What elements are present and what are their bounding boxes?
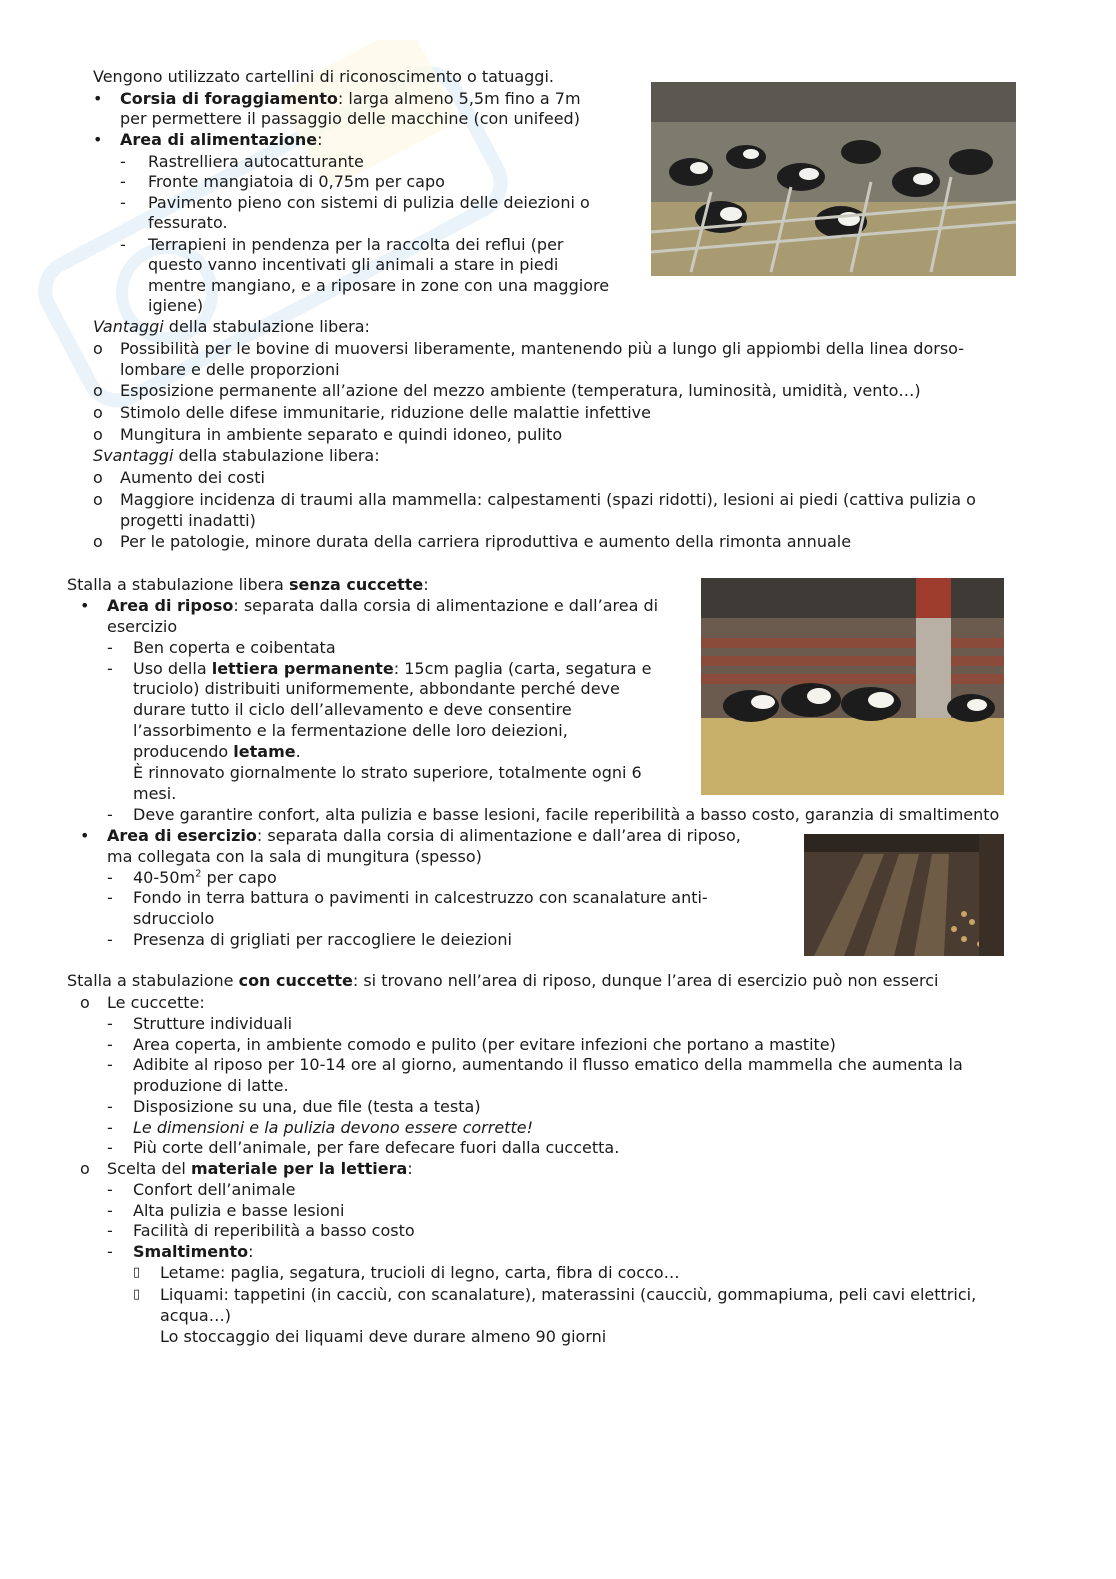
advantages-title: Vantaggi bbox=[93, 317, 164, 336]
dash-marker: - bbox=[107, 1138, 113, 1157]
dash-marker: - bbox=[107, 1201, 113, 1220]
dash-marker: - bbox=[107, 1118, 113, 1137]
dash-marker: - bbox=[107, 805, 113, 824]
dash-marker: - bbox=[107, 1097, 113, 1116]
circle-marker: o bbox=[93, 403, 103, 422]
circle-marker: o bbox=[93, 532, 103, 551]
feeding-area-title: Area di alimentazione bbox=[120, 130, 318, 149]
corridor-text-cont: per permettere il passaggio delle macchine (con unifeed) bbox=[120, 109, 580, 128]
dash-marker: - bbox=[107, 1180, 113, 1199]
disadvantages-title: Svantaggi bbox=[93, 446, 174, 465]
list-item-cont: igiene) bbox=[148, 296, 204, 315]
advantages-heading: Vantaggi della stabulazione libera: bbox=[93, 317, 370, 336]
dash-marker: - bbox=[107, 930, 113, 949]
list-item: Area coperta, in ambiente comodo e pulito (per evitare infezioni che portano a mastite) bbox=[133, 1035, 836, 1054]
circle-marker: o bbox=[80, 1159, 90, 1178]
list-item: Pavimento pieno con sistemi di pulizia delle deiezioni o bbox=[148, 193, 590, 212]
list-item: Per le patologie, minore durata della carriera riproduttiva e aumento della rimonta annuale bbox=[120, 532, 852, 551]
dash-marker: - bbox=[107, 1055, 113, 1074]
bedding-material-heading: Scelta del materiale per la lettiera: bbox=[107, 1159, 413, 1178]
disadvantages-heading: Svantaggi della stabulazione libera: bbox=[93, 446, 380, 465]
exercise-area-item: Area di esercizio: separata dalla corsia di alimentazione e dall’area di riposo, bbox=[107, 826, 741, 845]
list-item: Disposizione su una, due file (testa a testa) bbox=[133, 1097, 481, 1116]
list-item-cont: mesi. bbox=[133, 784, 177, 803]
rest-area-item: Area di riposo: separata dalla corsia di alimentazione e dall’area di bbox=[107, 596, 659, 615]
list-item: Confort dell’animale bbox=[133, 1180, 296, 1199]
dash-marker: - bbox=[107, 659, 113, 678]
list-item-cont: sdrucciolo bbox=[133, 909, 215, 928]
bullet-marker: • bbox=[93, 130, 103, 149]
list-item: Mungitura in ambiente separato e quindi idoneo, pulito bbox=[120, 425, 563, 444]
dash-marker: - bbox=[107, 1035, 113, 1054]
list-item: Esposizione permanente all’azione del mezzo ambiente (temperatura, luminosità, umidità, vento…) bbox=[120, 381, 921, 400]
circle-marker: o bbox=[80, 993, 90, 1012]
list-item: Deve garantire confort, alta pulizia e basse lesioni, facile reperibilità a basso costo, garanzia di smaltimento bbox=[133, 805, 1000, 824]
list-item: Terrapieni in pendenza per la raccolta dei reflui (per bbox=[148, 235, 564, 254]
list-item-cont: È rinnovato giornalmente lo strato superiore, totalmente ogni 6 bbox=[133, 763, 642, 782]
list-item-cont: truciolo) distribuiti uniformemente, abbondante perché deve bbox=[133, 679, 620, 698]
list-item-cont: lombare e delle proporzioni bbox=[120, 360, 340, 379]
list-item-cont: esercizio bbox=[107, 617, 178, 636]
list-item-cont: mentre mangiano, e a riposare in zone con una maggiore bbox=[148, 276, 610, 295]
dash-marker: - bbox=[107, 1221, 113, 1240]
list-item-cont: Lo stoccaggio dei liquami deve durare almeno 90 giorni bbox=[160, 1327, 607, 1346]
list-item: Adibite al riposo per 10-14 ore al giorno, aumentando il flusso ematico della mammella che aumenta la bbox=[133, 1055, 963, 1074]
list-item: Letame: paglia, segatura, trucioli di legno, carta, fibra di cocco… bbox=[160, 1263, 680, 1282]
list-item-cont: ma collegata con la sala di mungitura (spesso) bbox=[107, 847, 482, 866]
dash-marker: - bbox=[120, 235, 126, 254]
list-item: Presenza di grigliati per raccogliere le deiezioni bbox=[133, 930, 512, 949]
dash-marker: - bbox=[107, 638, 113, 657]
list-item: Ben coperta e coibentata bbox=[133, 638, 336, 657]
dash-marker: - bbox=[107, 1242, 113, 1261]
list-item-cont: progetti inadatti) bbox=[120, 511, 256, 530]
list-item: Maggiore incidenza di traumi alla mammella: calpestamenti (spazi ridotti), lesioni ai piedi (cattiva pulizia o bbox=[120, 490, 976, 509]
cubicles-subtitle: Le cuccette: bbox=[107, 993, 205, 1012]
feeding-area-item: Area di alimentazione: bbox=[120, 130, 323, 149]
list-item: Possibilità per le bovine di muoversi liberamente, mantenendo più a lungo gli appiombi della linea dorso- bbox=[120, 339, 965, 358]
bullet-marker: • bbox=[80, 596, 90, 615]
barn-feeding-photo bbox=[651, 82, 1016, 276]
no-cubicles-heading: Stalla a stabulazione libera senza cuccette: bbox=[67, 575, 429, 594]
dash-marker: - bbox=[107, 888, 113, 907]
list-item-cont: durare tutto il ciclo dell’allevamento e deve consentire bbox=[133, 700, 572, 719]
list-item: Liquami: tappetini (in cacciù, con scanalature), materassini (caucciù, gommapiuma, peli cavi elettrici, bbox=[160, 1285, 977, 1304]
list-item: Rastrelliera autocatturante bbox=[148, 152, 364, 171]
list-item: Alta pulizia e basse lesioni bbox=[133, 1201, 345, 1220]
square-marker: ▯ bbox=[133, 1287, 141, 1302]
list-item-cont: acqua…) bbox=[160, 1306, 231, 1325]
square-marker: ▯ bbox=[133, 1265, 141, 1280]
list-item-cont: producendo letame. bbox=[133, 742, 301, 761]
resting-cows-photo bbox=[701, 578, 1004, 795]
intro-text: Vengono utilizzato cartellini di riconoscimento o tatuaggi. bbox=[93, 67, 554, 86]
grooved-floor-photo bbox=[804, 834, 1004, 956]
list-item: $40-50m^2$ per capo bbox=[133, 868, 277, 887]
list-item: Facilità di reperibilità a basso costo bbox=[133, 1221, 415, 1240]
rest-area-title: Area di riposo bbox=[107, 596, 234, 615]
list-item: Fronte mangiatoia di 0,75m per capo bbox=[148, 172, 445, 191]
bullet-marker: • bbox=[93, 89, 103, 108]
list-item: Smaltimento: bbox=[133, 1242, 254, 1261]
corridor-text: : larga almeno 5,5m fino a 7m bbox=[337, 89, 581, 108]
circle-marker: o bbox=[93, 339, 103, 358]
list-item: Strutture individuali bbox=[133, 1014, 293, 1033]
circle-marker: o bbox=[93, 425, 103, 444]
exercise-area-title: Area di esercizio bbox=[107, 826, 257, 845]
circle-marker: o bbox=[93, 381, 103, 400]
dash-marker: - bbox=[120, 193, 126, 212]
bullet-marker: • bbox=[80, 826, 90, 845]
circle-marker: o bbox=[93, 490, 103, 509]
list-item-cont: fessurato. bbox=[148, 213, 228, 232]
list-item: Le dimensioni e la pulizia devono essere corrette! bbox=[133, 1118, 533, 1137]
list-item-cont: questo vanno incentivati gli animali a stare in piedi bbox=[148, 255, 559, 274]
dash-marker: - bbox=[120, 152, 126, 171]
dash-marker: - bbox=[120, 172, 126, 191]
list-item: Aumento dei costi bbox=[120, 468, 265, 487]
corridor-title: Corsia di foraggiamento bbox=[120, 89, 338, 108]
list-item-cont: l’assorbimento e la fermentazione delle loro deiezioni, bbox=[133, 721, 568, 740]
cubicles-heading: Stalla a stabulazione con cuccette: si trovano nell’area di riposo, dunque l’area di esercizio può non esserci bbox=[67, 971, 939, 990]
dash-marker: - bbox=[107, 868, 113, 887]
circle-marker: o bbox=[93, 468, 103, 487]
list-item: Uso della lettiera permanente: 15cm paglia (carta, segatura e bbox=[133, 659, 652, 678]
corridor-item bbox=[120, 89, 581, 109]
list-item-cont: produzione di latte. bbox=[133, 1076, 289, 1095]
dash-marker: - bbox=[107, 1014, 113, 1033]
list-item: Fondo in terra battura o pavimenti in calcestruzzo con scanalature anti- bbox=[133, 888, 708, 907]
list-item: Più corte dell’animale, per fare defecare fuori dalla cuccetta. bbox=[133, 1138, 620, 1157]
list-item: Stimolo delle difese immunitarie, riduzione delle malattie infettive bbox=[120, 403, 651, 422]
